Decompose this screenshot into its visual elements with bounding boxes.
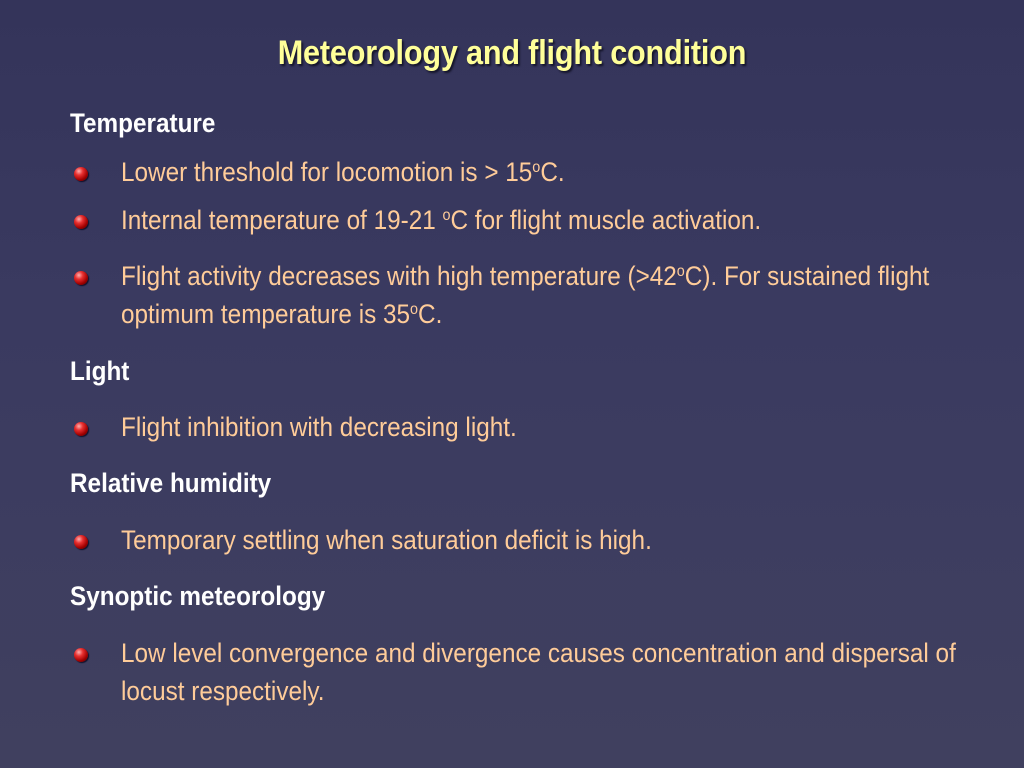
red-sphere-bullet-icon — [74, 271, 88, 285]
red-sphere-bullet-icon — [74, 648, 88, 662]
section-heading-temperature: Temperature — [70, 108, 216, 138]
red-sphere-bullet-icon — [74, 535, 88, 549]
bullet-item-internal-temperature: Internal temperature of 19-21 $^o$C for flight muscle activation. — [121, 205, 762, 235]
bullet-item-low-level-convergence: Low level convergence and divergence causes concentration and dispersal of locust respectively. — [121, 638, 956, 706]
red-sphere-bullet-icon — [74, 167, 88, 181]
bullet-item-flight-activity: Flight activity decreases with high temperature $(>42^oC)$. For sustained flight optimum temperature is 35$^o$C. — [121, 261, 930, 329]
slide-title: Meteorology and flight condition — [277, 34, 747, 72]
section-heading-light: Light — [70, 356, 130, 386]
red-sphere-bullet-icon — [74, 215, 88, 229]
red-sphere-bullet-icon — [74, 422, 88, 436]
bullet-item-lower-threshold: Lower threshold for locomotion is > $15^oC$. — [121, 157, 565, 187]
section-heading-relative-humidity: Relative humidity — [70, 468, 272, 498]
bullet-item-temporary-settling: Temporary settling when saturation deficit is high. — [121, 525, 652, 555]
bullet-item-flight-inhibition: Flight inhibition with decreasing light. — [121, 412, 517, 442]
section-heading-synoptic-meteorology: Synoptic meteorology — [70, 581, 326, 611]
